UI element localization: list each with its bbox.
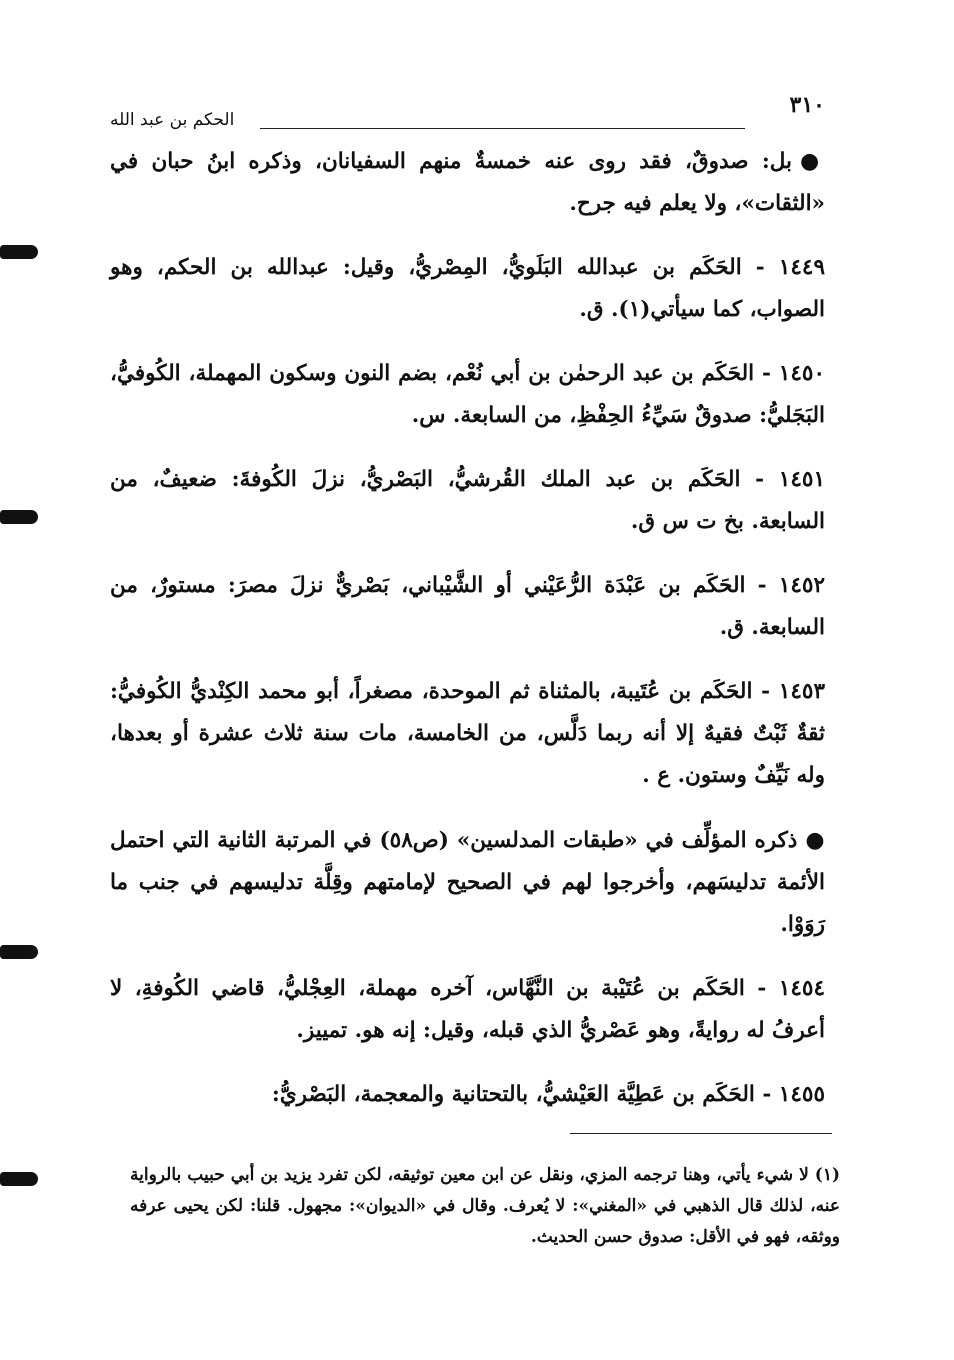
binding-mark [0, 1172, 38, 1186]
binding-mark [0, 510, 38, 524]
footnote-rule [570, 1133, 832, 1134]
paragraph-text: بل: صدوقٌ، فقد روى عنه خمسةٌ منهم السفيانان، وذكره ابنُ حبان في «الثقات»، ولا يعلم فيه جرح. [110, 149, 825, 216]
paragraph-text: ذكره المؤلِّف في «طبقات المدلسين» (ص٥٨) في المرتبة الثانية التي احتمل الأئمة تدليسَهم، وأخرجوا لهم في الصحيح لإمامتهم وقِلَّة تدليسهم في جنب ما رَوَوْا. [110, 828, 825, 937]
entry-1454 [110, 968, 825, 1052]
binding-mark [0, 945, 38, 959]
page-body [110, 140, 825, 1138]
entry-1453 [110, 671, 825, 797]
paragraph-text: ١٤٤٩ - الحَكَم بن عبدالله البَلَويُّ، المِصْريُّ، وقيل: عبدالله بن الحكم، وهو الصواب، كما سيأتي(١). ق. [110, 255, 825, 322]
header-rule [260, 128, 745, 129]
paragraph-text: ١٤٥٠ - الحَكَم بن عبد الرحمٰن بن أبي نُعْم، بضم النون وسكون المهملة، الكُوفيُّ، البَجَليُّ: صدوقٌ سَيِّءُ الحِفْظِ، من السابعة. س. [110, 361, 825, 428]
paragraph-text: ١٤٥٢ - الحَكَم بن عَبْدَة الرُّعَيْني أو الشَّيْباني، بَصْريٌّ نزلَ مصرَ: مستورٌ، من السابعة. ق. [110, 573, 825, 640]
entry-1452 [110, 565, 825, 649]
commentary-paragraph [110, 140, 825, 225]
bullet-icon: ● [800, 148, 825, 174]
entry-1450 [110, 353, 825, 437]
binding-mark [0, 245, 38, 259]
entry-1451 [110, 459, 825, 543]
entry-1449 [110, 247, 825, 331]
page-header [110, 92, 825, 132]
bullet-icon: ● [805, 827, 826, 853]
running-title: الحكم بن عبد الله [110, 110, 235, 130]
entry-1455 [110, 1074, 825, 1116]
paragraph-text: ١٤٥٣ - الحَكَم بن عُتَيبة، بالمثناة ثم الموحدة، مصغراً، أبو محمد الكِنْديُّ الكُوفيُّ: ثقةٌ ثَبْتٌ فقيهٌ إلا أنه ربما دَلَّس، من الخامسة، مات سنة ثلاث عشرة أو بعدها، وله نَيِّفٌ وستون. ع . [110, 679, 825, 788]
paragraph-text: ١٤٥٤ - الحَكَم بن عُتَيْبة بن النَّهَّاس، آخره مهملة، العِجْليُّ، قاضي الكُوفةِ، لا أعرفُ له روايةً، وهو عَصْريُّ الذي قبله، وقيل: إنه هو. تمييز. [110, 976, 825, 1043]
commentary-paragraph [110, 819, 825, 946]
paragraph-text: ١٤٥١ - الحَكَم بن عبد الملك القُرشيُّ، البَصْريُّ، نزلَ الكُوفةَ: ضعيفٌ، من السابعة. بخ ت س ق. [110, 467, 825, 534]
footnote: (١) لا شيء يأتي، وهنا ترجمه المزي، ونقل عن ابن معين توثيقه، لكن تفرد يزيد بن أبي حبيب بالرواية عنه، لذلك قال الذهبي في «المغني»: لا يُعرف. وقال في «الديوان»: مجهول. قلنا: لكن يحيى عرفه ووثقه، فهو في الأقل: صدوق حسن الحديث. [130, 1165, 840, 1247]
page-number: ٣١٠ [789, 92, 825, 118]
paragraph-text: ١٤٥٥ - الحَكَم بن عَطِيَّة العَيْشيُّ، بالتحتانية والمعجمة، البَصْريُّ: [271, 1082, 825, 1107]
